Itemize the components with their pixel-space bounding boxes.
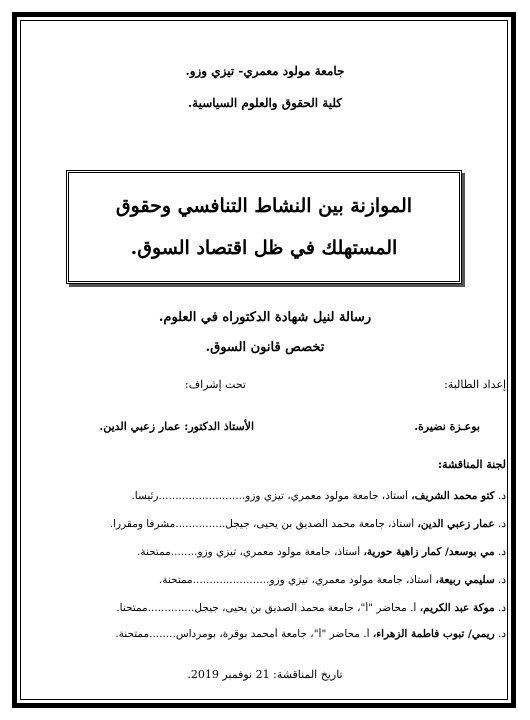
title-line-2: المستهلك في ظل اقتصاد السوق. <box>130 237 398 259</box>
title-box <box>66 170 462 284</box>
supervisor-name: الأستاذ الدكتور: عمار زعبي الدين. <box>99 420 254 433</box>
title-line-1: الموازنة بين النشاط التنافسي وحقوق <box>115 195 413 217</box>
thesis-degree: رسالة لنيل شهادة الدكتوراه في العلوم. <box>158 310 372 325</box>
defense-date: تاريخ المناقشة: 21 نوفمبر 2019. <box>187 668 343 681</box>
jury-member: د. مي بوسعد/ كمار زاهية حورية، أستاذ، جامعة مولود معمري، تيزي وزو........ممتحنة. <box>137 546 506 558</box>
cover-page <box>24 24 506 696</box>
jury-member: د. ريمي/ تبوب فاطمة الزهراء، أ. محاضر "أ"، جامعة أمحمد بوقرة، بومرداس........ممتحنة. <box>115 628 506 640</box>
jury-member: د. كتو محمد الشريف، أستاذ، جامعة مولود معمري، تيزي وزو..........................رئيسا. <box>131 490 506 502</box>
prepared-by-label: إعداد الطالبة: <box>444 378 506 391</box>
faculty-name: كلية الحقوق والعلوم السياسية. <box>187 96 343 110</box>
university-name: جامعة مولود معمري- تيزي وزو. <box>185 64 345 78</box>
jury-title: لجنة المناقشة: <box>438 458 506 471</box>
specialty: تخصص قانون السوق. <box>205 340 325 355</box>
jury-member: د. عمار زعبي الدين، أستاذ، جامعة محمد الصديق بن يحيى، جيجل...............مشرفا ومقررا. <box>109 518 506 530</box>
jury-member: د. موكة عبد الكريم، أ. محاضر "أ"، جامعة محمد الصديق بن يحيى، جيجل..............ممتحنا. <box>116 602 506 614</box>
student-name: بوعـزة نضيرة. <box>414 420 480 433</box>
supervision-label: تحت إشراف: <box>185 378 246 391</box>
jury-member: د. سليمي ربيعة، أستاذ، جامعة مولود معمري، تيزي وزو.......................ممتحنة. <box>158 574 506 586</box>
